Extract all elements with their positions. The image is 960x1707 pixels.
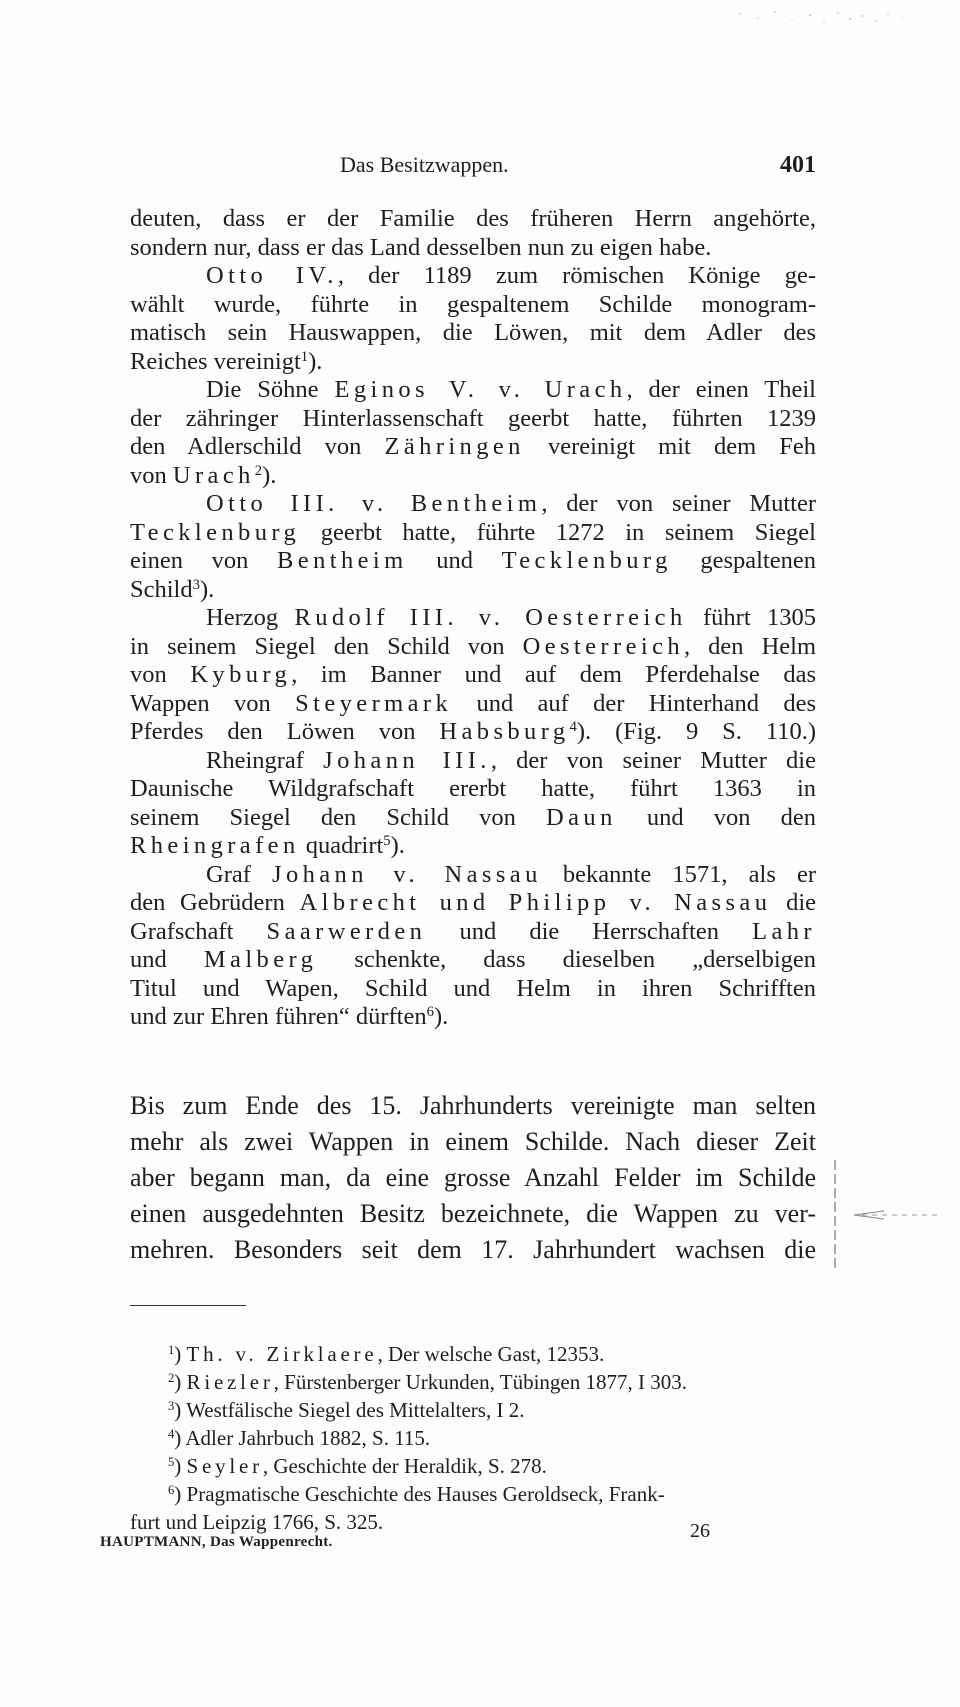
place-name: Tecklenburg [501, 547, 672, 574]
text-line: sondern nur, dass er das Land desselben nun zu eigen habe. [130, 233, 712, 261]
running-title: Das Besitzwappen. [340, 152, 509, 177]
footnote-ref: 6 [426, 1003, 434, 1020]
person-name: Eginos V. v. Urach [334, 376, 627, 403]
text-line: von Kyburg, im Banner und auf dem Pferdehalse das [130, 661, 816, 688]
person-name: Johann v. Nassau [272, 860, 542, 888]
footnote-ref: 4 [569, 718, 577, 735]
printer-signature [100, 1534, 333, 1551]
text-line: der zähringer Hinterlassenschaft geerbt hatte, führten 1239 [130, 404, 816, 432]
footnote-author: Seyler [186, 1454, 263, 1478]
footnote: $^2$) Riezler, Fürstenberger Urkunden, Tübingen 1877, I 303. [168, 1370, 687, 1394]
place-name: Malberg [203, 946, 318, 973]
text-line: Rheingrafen quadrirt$^5$). [130, 832, 405, 859]
margin-pencil-mark [832, 1155, 942, 1275]
page-number: 401 [780, 152, 816, 178]
text-line: matisch sein Hauswappen, die Löwen, mit dem Adler des [130, 319, 816, 346]
place-name: Habsburg [439, 718, 570, 745]
text-line: den Gebrüdern Albrecht und Philipp v. Nassau die [130, 889, 816, 916]
footnote-continuation: furt und Leipzig 1766, S. 325. [130, 1510, 384, 1534]
text-line: Graf Johann v. Nassau bekannte 1571, als er [206, 860, 816, 888]
footnote-ref: 5 [383, 832, 391, 849]
text-line: deuten, dass er der Familie des früheren Herrn angehörte, [130, 205, 816, 232]
main-text-large [130, 1088, 816, 1268]
footnote: $^3$) Westfälische Siegel des Mittelalters, I 2. [168, 1398, 525, 1422]
text-line: Pferdes den Löwen von Habsburg$^4$). (Fig. 9 S. 110.) [130, 718, 816, 745]
person-name: Rudolf III. v. Oesterreich [294, 604, 687, 631]
place-name: Daun [546, 803, 617, 831]
place-name: Bentheim [277, 547, 408, 574]
footnote: $^1$) Th. v. Zirklaere, Der welsche Gast, 12353. [168, 1342, 605, 1366]
place-name: Zähringen [384, 433, 525, 460]
place-name: Lahr [752, 917, 816, 945]
footnote-ref: 3 [192, 576, 200, 593]
person-name: Otto IV. [206, 262, 338, 289]
place-name: Oesterreich [522, 632, 685, 660]
text-line: Daunische Wildgrafschaft ererbt hatte, führt 1363 in [130, 775, 816, 802]
text-line: mehren. Besonders seit dem 17. Jahrhundert wachsen die [130, 1235, 816, 1264]
text-line: Grafschaft Saarwerden und die Herrschaften Lahr [130, 917, 816, 945]
footnote-author: Riezler [186, 1370, 274, 1394]
footnote: $^5$) Seyler, Geschichte der Heraldik, S. 278. [168, 1454, 547, 1478]
text-line: Wappen von Steyermark und auf der Hinterhand des [130, 689, 816, 717]
place-name: Steyermark [295, 689, 453, 717]
text-line: mehr als zwei Wappen in einem Schilde. Nach dieser Zeit [130, 1127, 816, 1156]
text-line: Die Söhne Eginos V. v. Urach, der einen Theil [206, 376, 816, 403]
text-line: und zur Ehren führen“ dürften$^6$). [130, 1003, 449, 1030]
text-line: Tecklenburg geerbt hatte, führte 1272 in seinem Siegel [130, 518, 816, 546]
signature-author: HAUPTMANN, [100, 1534, 206, 1550]
main-text-small [130, 205, 816, 1032]
text-line: einen ausgedehnten Besitz bezeichnete, die Wappen zu ver- [130, 1199, 816, 1228]
text-line: einen von Bentheim und Tecklenburg gespaltenen [130, 547, 816, 574]
footnotes [130, 1340, 816, 1536]
text-line: von Urach$^2$). [130, 461, 277, 489]
text-line: Reiches vereinigt$^1$). [130, 347, 323, 375]
text-line: aber begann man, da eine grosse Anzahl Felder im Schilde [130, 1163, 816, 1192]
text-line: Rheingraf Johann III., der von seiner Mutter die [206, 746, 816, 774]
person-name: Otto III. v. Bentheim [206, 490, 542, 517]
footnote-rule [130, 1305, 246, 1306]
person-name: Johann III. [323, 746, 491, 774]
footnote-author: Th. v. Zirklaere [186, 1342, 378, 1366]
text-line: wählt wurde, führte in gespaltenem Schilde monogram- [130, 290, 816, 318]
place-name: Kyburg [190, 661, 292, 688]
person-name: Albrecht und Philipp v. Nassau [299, 889, 772, 916]
text-line: Otto IV., der 1189 zum römischen Könige ge- [206, 262, 816, 289]
footnote: $^4$) Adler Jahrbuch 1882, S. 115. [168, 1426, 431, 1450]
scan-speckle [720, 0, 960, 36]
text-line: seinem Siegel den Schild von Daun und von den [130, 803, 817, 831]
text-line: Schild$^3$). [130, 575, 215, 603]
person-name: Rheingrafen [130, 832, 300, 859]
sheet-number: 26 [690, 1520, 710, 1542]
place-name: Tecklenburg [130, 518, 301, 546]
footnote-ref: 1 [300, 348, 309, 365]
place-name: Urach [172, 461, 255, 489]
text-line: in seinem Siegel den Schild von Oesterreich, den Helm [130, 632, 816, 660]
text-line: Titul und Wapen, Schild und Helm in ihren Schrifften [130, 974, 816, 1002]
text-line: und Malberg schenkte, dass dieselben „derselbigen [130, 946, 817, 973]
running-header [130, 152, 816, 186]
signature-work: Das Wappenrecht. [209, 1534, 333, 1550]
text-line: den Adlerschild von Zähringen vereinigt mit dem Feh [130, 433, 816, 460]
footnote: $^6$) Pragmatische Geschichte des Hauses Geroldseck, Frank- [168, 1482, 665, 1506]
text-line: Bis zum Ende des 15. Jahrhunderts vereinigte man selten [130, 1091, 816, 1120]
text-line: Otto III. v. Bentheim, der von seiner Mutter [206, 490, 817, 517]
place-name: Saarwerden [266, 917, 427, 945]
text-line: Herzog Rudolf III. v. Oesterreich führt 1305 [206, 604, 816, 631]
footnote-ref: 2 [254, 462, 263, 479]
